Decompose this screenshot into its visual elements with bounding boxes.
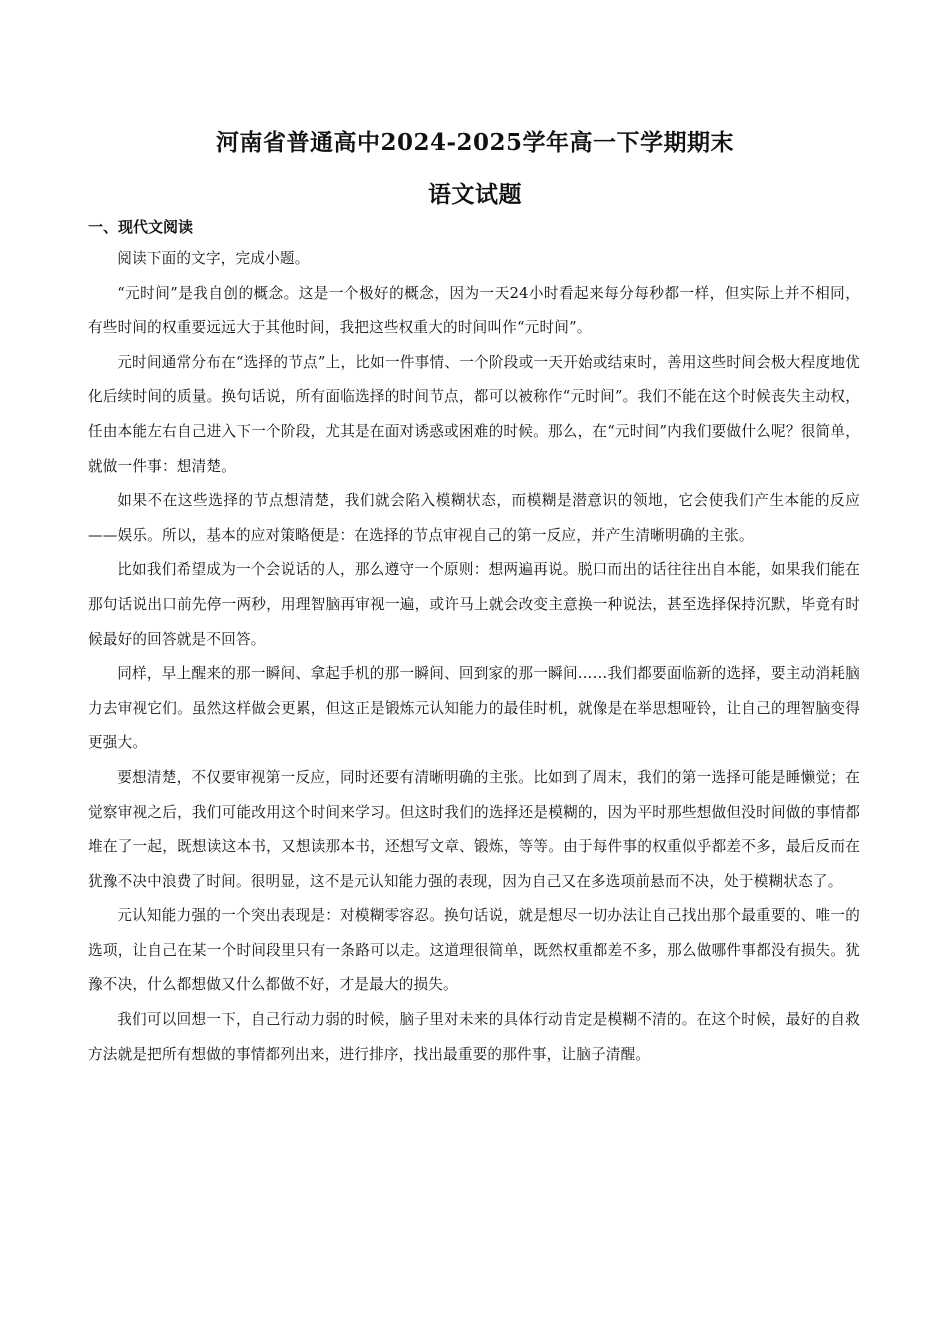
passage-paragraph: 如果不在这些选择的节点想清楚，我们就会陷入模糊状态，而模糊是潜意识的领地，它会使我们产生本能的反应——娱乐。所以，基本的应对策略便是：在选择的节点审视自己的第一反应，并产生清晰明确的主张。 bbox=[88, 492, 860, 544]
passage-paragraph: 要想清楚，不仅要审视第一反应，同时还要有清晰明确的主张。比如到了周末，我们的第一选择可能是睡懒觉；在觉察审视之后，我们可能改用这个时间来学习。但这时我们的选择还是模糊的，因为平时那些想做但没时间做的事情都堆在了一起，既想读这本书，又想读那本书，还想写文章、锻炼，等等。由于每件事的权重似乎都差不多，最后反而在犹豫不决中浪费了时间。很明显，这不是元认知能力强的表现，因为自己又在多选项前悬而不决，处于模糊状态了。 bbox=[88, 768, 860, 890]
instruction-text: 阅读下面的文字，完成小题。 bbox=[117, 250, 310, 267]
exam-title: 河南省普通高中2024-2025学年高一下学期期末 bbox=[215, 129, 735, 156]
exam-subtitle: 语文试题 bbox=[428, 181, 522, 208]
passage-paragraph: “元时间”是我自创的概念。这是一个极好的概念，因为一天24小时看起来每分每秒都一样，但实际上并不相同，有些时间的权重要远远大于其他时间，我把这些权重大的时间叫作“元时间”。 bbox=[88, 284, 860, 337]
reading-passage bbox=[88, 242, 860, 1072]
passage-paragraph: 我们可以回想一下，自己行动力弱的时候，脑子里对未来的具体行动肯定是模糊不清的。在这个时候，最好的自救方法就是把所有想做的事情都列出来，进行排序，找出最重要的那件事，让脑子清醒。 bbox=[88, 1011, 860, 1063]
passage-paragraph: 元认知能力强的一个突出表现是：对模糊零容忍。换句话说，就是想尽一切办法让自己找出那个最重要的、唯一的选项，让自己在某一个时间段里只有一条路可以走。这道理很简单，既然权重都差不多，那么做哪件事都没有损失。犹豫不决，什么都想做又什么都做不好，才是最大的损失。 bbox=[88, 907, 860, 994]
passage-paragraph: 元时间通常分布在“选择的节点”上，比如一件事情、一个阶段或一天开始或结束时，善用这些时间会极大程度地优化后续时间的质量。换句话说，所有面临选择的时间节点，都可以被称作“元时间”。我们不能在这个时候丧失主动权，任由本能左右自己进入下一个阶段，尤其是在面对诱惑或困难的时候。那么，在“元时间”内我们要做什么呢？很简单，就做一件事：想清楚。 bbox=[88, 353, 860, 475]
section-heading: 一、现代文阅读 bbox=[88, 218, 194, 236]
passage-paragraph: 同样，早上醒来的那一瞬间、拿起手机的那一瞬间、回到家的那一瞬间……我们都要面临新的选择，要主动消耗脑力去审视它们。虽然这样做会更累，但这正是锻炼元认知能力的最佳时机，就像是在举思想哑铃，让自己的理智脑变得更强大。 bbox=[88, 665, 860, 752]
passage-paragraph: 比如我们希望成为一个会说话的人，那么遵守一个原则：想两遍再说。脱口而出的话往往出自本能，如果我们能在那句话说出口前先停一两秒，用理智脑再审视一遍，或许马上就会改变主意换一种说法，甚至选择保持沉默，毕竟有时候最好的回答就是不回答。 bbox=[88, 561, 860, 648]
